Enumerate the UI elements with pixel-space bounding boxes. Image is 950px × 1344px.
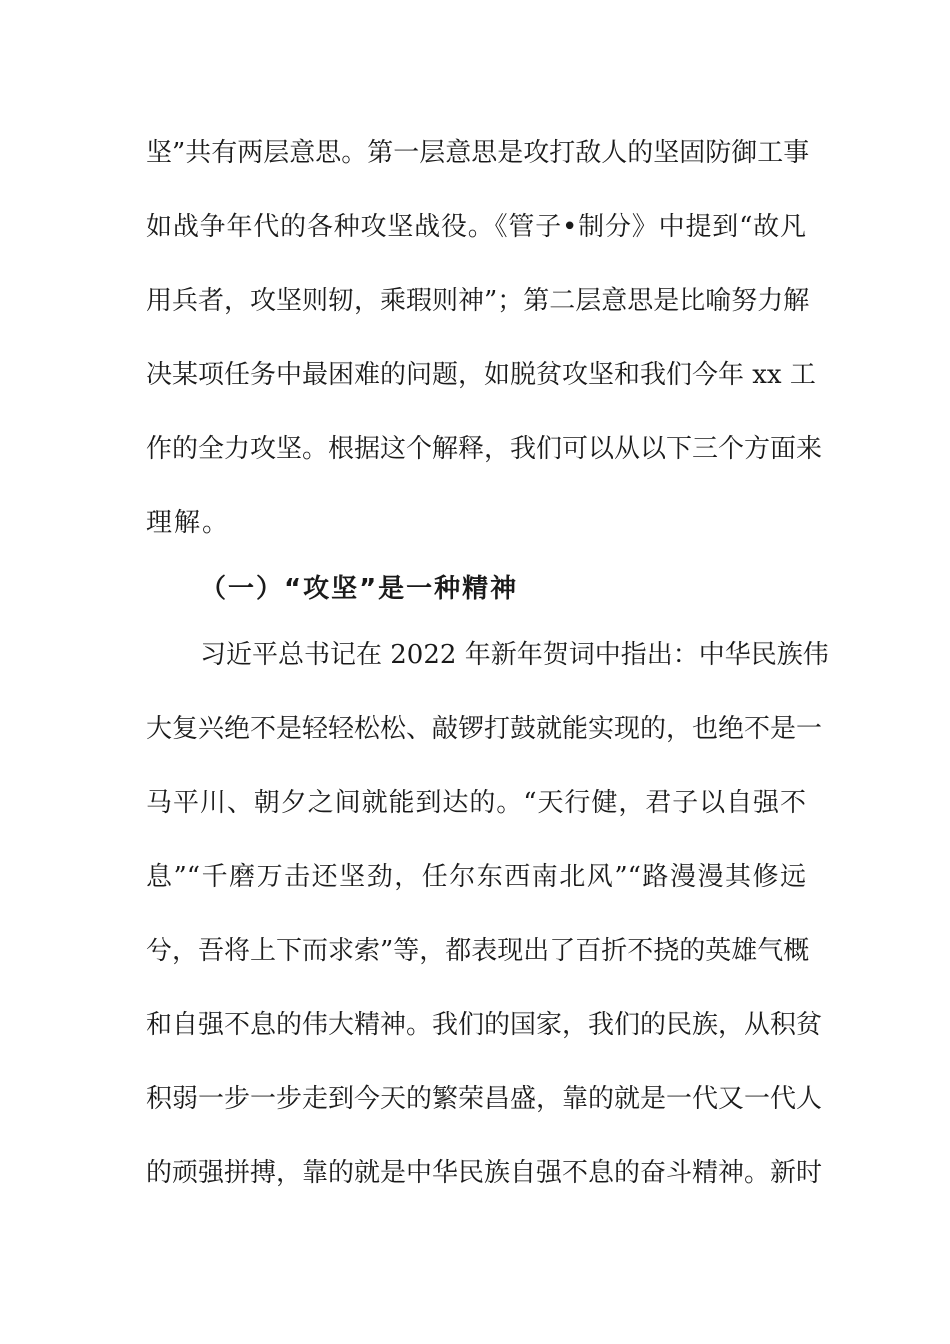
paragraph-line: 习近平总书记在 2022 年新年贺词中指出：中华民族伟 (200, 640, 829, 670)
paragraph-line: 用兵者，攻坚则轫，乘瑕则神”；第二层意思是比喻努力解 (146, 286, 810, 316)
paragraph-line: 理解。 (146, 508, 231, 538)
paragraph-line: 和自强不息的伟大精神。我们的国家，我们的民族，从积贫 (146, 1010, 823, 1040)
paragraph-line: 大复兴绝不是轻轻松松、敲锣打鼓就能实现的，也绝不是一 (146, 714, 823, 744)
paragraph-line: 如战争年代的各种攻坚战役。《管子•制分》中提到“故凡 (146, 212, 806, 242)
paragraph-line: 的顽强拼搏，靠的就是中华民族自强不息的奋斗精神。新时 (146, 1158, 823, 1188)
paragraph-line: 积弱一步一步走到今天的繁荣昌盛，靠的就是一代又一代人 (146, 1084, 823, 1114)
paragraph-line: 马平川、朝夕之间就能到达的。“天行健，君子以自强不 (146, 788, 806, 818)
section-heading: （一）“攻坚”是一种精神 (200, 574, 519, 604)
paragraph-line: 决某项任务中最困难的问题，如脱贫攻坚和我们今年 xx 工 (146, 360, 816, 390)
paragraph-line: 兮，吾将上下而求索”等，都表现出了百折不挠的英雄气概 (146, 936, 810, 966)
paragraph-line: 作的全力攻坚。根据这个解释，我们可以从以下三个方面来 (146, 434, 823, 464)
paragraph-line: 坚”共有两层意思。第一层意思是攻打敌人的坚固防御工事 (146, 138, 810, 168)
paragraph-line: 息”“千磨万击还坚劲，任尔东西南北风”“路漫漫其修远 (146, 862, 806, 892)
